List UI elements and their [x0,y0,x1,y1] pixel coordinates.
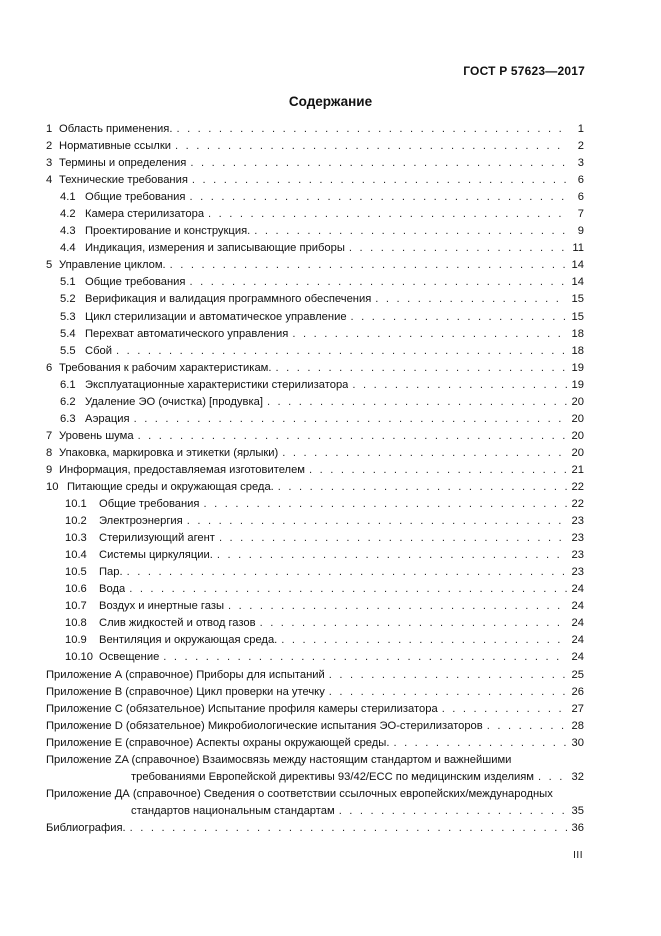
page-title: Содержание [288,94,373,109]
toc-entry-text: Питающие среды и окружающая среда. [67,480,274,493]
toc-entry [46,530,584,547]
toc-page-number: 23 [571,566,584,579]
dot-leader [187,513,567,530]
toc-entry-number: 6.2 [60,395,76,408]
toc-page-number: 22 [571,480,584,493]
toc-entry [46,326,584,343]
dot-leader [329,684,567,701]
toc-entry-text: Приложение D (обязательное) Микробиологические испытания ЭО-стерилизаторов [46,719,483,732]
dot-leader [127,564,567,581]
toc-entry-text: Освещение [99,651,160,664]
dot-leader [281,632,567,649]
toc-page-number: 2 [577,140,584,153]
toc-entry-number: 3 [46,157,53,170]
toc-entry-text: Общие требования [99,498,200,511]
toc-entry-number: 5.4 [60,327,76,340]
dot-leader [442,701,567,718]
toc-entry-number: 10 [46,480,59,493]
dot-leader [375,291,567,308]
toc-page-number: 14 [571,259,584,272]
toc-page-number: 27 [571,702,584,715]
toc-entry-number: 10.5 [65,566,87,579]
toc-entry-text: Нормативные ссылки [59,140,171,153]
toc-page-number: 23 [571,532,584,545]
toc-entry-number: 5.1 [60,276,76,289]
dot-leader [175,138,567,155]
toc-entry-text-continued: стандартов национальным стандартам [131,804,335,817]
toc-page-number: 3 [577,157,584,170]
toc-page-number: 9 [577,225,584,238]
toc-entry [46,820,584,837]
toc-entry [46,667,584,684]
toc-page-number: 25 [571,668,584,681]
toc-entry [46,598,584,615]
toc-page-number: 28 [571,719,584,732]
toc-entry-text: Проектирование и конструкция. [85,225,251,238]
toc-entry [46,615,584,632]
toc-entry-number: 5.2 [60,293,76,306]
toc-entry-number: 10.6 [65,583,87,596]
toc-entry-text: Технические требования [59,174,188,187]
toc-page-number: 6 [577,191,584,204]
toc-entry-number: 5.5 [60,344,76,357]
dot-leader [217,547,567,564]
toc-entry [46,309,584,326]
toc-page-number: 35 [571,804,584,817]
toc-page-number: 22 [571,498,584,511]
dot-leader [393,735,567,752]
toc-entry-text: Электроэнергия [99,515,183,528]
document-code: ГОСТ Р 57623—2017 [463,64,585,78]
toc-entry [46,172,584,189]
toc-entry-text: Приложение С (обязательное) Испытание профиля камеры стерилизатора [46,702,438,715]
toc-entry [46,649,584,666]
dot-leader [228,598,567,615]
toc-entry-text: Слив жидкостей и отвод газов [99,617,256,630]
dot-leader [260,615,567,632]
toc-entry-text-continued: требованиями Европейской директивы 93/42/ЕСС по медицинским изделиям [131,770,535,783]
toc-entry-text: Уровень шума [59,429,134,442]
toc-entry-text: Удаление ЭО (очистка) [продувка] [85,395,263,408]
toc-entry-number: 1 [46,123,53,135]
dot-leader [129,581,567,598]
toc-entry [46,155,584,172]
toc-entry [46,223,584,240]
toc-entry [46,462,584,479]
toc-entry-text: Эксплуатационные характеристики стерилизатора [85,378,349,391]
dot-leader [170,257,567,274]
toc-page-number: 24 [571,651,584,664]
toc-entry-number: 6 [46,361,53,374]
dot-leader [349,240,567,257]
toc-entry [46,547,584,564]
toc-entry-number: 10.8 [65,617,87,630]
table-of-contents [46,121,584,837]
dot-leader [329,667,567,684]
toc-entry [46,581,584,598]
toc-entry-number: 10.1 [65,498,87,511]
dot-leader [339,803,567,820]
dot-leader [130,820,567,837]
toc-entry [46,240,584,257]
dot-leader [278,479,567,496]
toc-entry-number: 8 [46,446,53,459]
toc-entry-text: Информация, предоставляемая изготовителем [59,463,305,476]
toc-entry-text: Термины и определения [59,157,187,170]
toc-entry-text: Общие требования [85,191,186,204]
toc-entry-text: Управление циклом. [59,259,166,272]
toc-entry [46,257,584,274]
toc-entry [46,121,584,138]
page-number: III [573,850,583,861]
toc-entry-text: Системы циркуляции. [99,549,213,562]
toc-entry-number: 4.3 [60,225,76,238]
toc-entry-number: 10.7 [65,600,87,613]
toc-page-number: 24 [571,634,584,647]
toc-page-number: 30 [571,736,584,749]
toc-page-number: 24 [571,617,584,630]
dot-leader [190,155,567,172]
toc-page-number: 24 [571,583,584,596]
toc-page-number: 20 [571,446,584,459]
toc-entry-number: 4 [46,174,53,187]
dot-leader [352,377,567,394]
toc-page-number: 26 [571,685,584,698]
toc-page-number: 23 [571,549,584,562]
toc-entry-text: Цикл стерилизации и автоматическое управление [85,310,347,323]
toc-entry-text: Приложение А (справочное) Приборы для испытаний [46,668,325,681]
toc-entry-text: Перехват автоматического управления [85,327,289,340]
toc-entry-text: Аэрация [85,412,130,425]
dot-leader [138,428,567,445]
toc-entry-text: Индикация, измерения и записывающие приборы [85,242,345,255]
toc-entry [46,394,584,411]
toc-entry-text: Приложение ZA (справочное) Взаимосвязь между настоящим стандартом и важнейшими [46,753,512,766]
toc-entry-number: 2 [46,140,53,153]
toc-page-number: 18 [571,344,584,357]
toc-entry-number: 10.3 [65,532,87,545]
dot-leader [204,496,568,513]
toc-entry [46,718,584,735]
toc-entry-text: Приложение ДА (справочное) Сведения о соответствии ссылочных европейских/международных [46,787,553,800]
toc-entry-text: Общие требования [85,276,186,289]
toc-page-number: 15 [571,293,584,306]
toc-entry [46,496,584,513]
toc-page-number: 19 [571,378,584,391]
toc-page-number: 11 [572,242,584,255]
toc-entry-text: Вода [99,583,126,596]
toc-entry-number: 4.4 [60,242,76,255]
toc-entry [46,786,584,820]
toc-page-number: 15 [571,310,584,323]
toc-page-number: 6 [577,174,584,187]
toc-entry [46,189,584,206]
toc-entry [46,206,584,223]
toc-entry-text: Верификация и валидация программного обеспечения [85,293,372,306]
toc-page-number: 24 [571,600,584,613]
dot-leader [190,274,568,291]
toc-entry-number: 10.4 [65,549,87,562]
dot-leader [192,172,567,189]
dot-leader [116,343,567,360]
dot-leader [163,649,567,666]
toc-page-number: 1 [577,123,584,135]
toc-page-number: 7 [577,208,584,221]
toc-entry [46,632,584,649]
dot-leader [282,445,567,462]
toc-page-number: 19 [571,361,584,374]
dot-leader [292,326,567,343]
toc-entry [46,479,584,496]
toc-entry-number: 7 [46,429,53,442]
toc-page-number: 14 [571,276,584,289]
toc-entry [46,360,584,377]
dot-leader [538,769,567,786]
toc-entry-number: 10.10 [65,651,93,664]
dot-leader [176,121,567,138]
toc-entry-text: Приложение Е (справочное) Аспекты охраны окружающей среды. [46,736,390,749]
toc-entry-text: Воздух и инертные газы [99,600,225,613]
toc-entry-text: Стерилизующий агент [99,532,215,545]
toc-page-number: 18 [571,327,584,340]
dot-leader [208,206,567,223]
toc-entry [46,343,584,360]
toc-entry-text: Вентиляция и окружающая среда. [99,634,278,647]
toc-entry [46,752,584,786]
toc-entry-text: Область применения. [59,123,173,135]
toc-page-number: 36 [571,821,584,834]
toc-entry-text: Сбой [85,344,112,357]
toc-entry [46,377,584,394]
toc-entry-text: Пар. [99,566,123,579]
toc-entry-text: Требования к рабочим характеристикам. [59,361,272,374]
toc-entry [46,701,584,718]
toc-page-number: 23 [571,515,584,528]
toc-entry [46,684,584,701]
toc-page-number: 20 [571,412,584,425]
dot-leader [275,360,567,377]
toc-entry-number: 5.3 [60,310,76,323]
dot-leader [219,530,567,547]
toc-entry [46,138,584,155]
toc-entry-number: 10.9 [65,634,87,647]
toc-entry-number: 4.2 [60,208,76,221]
toc-entry-number: 4.1 [60,191,76,204]
toc-entry [46,411,584,428]
toc-entry-text: Камера стерилизатора [85,208,205,221]
toc-entry-text: Библиография. [46,821,126,834]
dot-leader [254,223,567,240]
toc-entry-number: 6.1 [60,378,76,391]
toc-entry [46,513,584,530]
toc-page-number: 20 [571,395,584,408]
toc-entry-number: 9 [46,463,53,476]
dot-leader [351,309,567,326]
dot-leader [267,394,567,411]
toc-entry [46,445,584,462]
toc-entry-number: 6.3 [60,412,76,425]
dot-leader [134,411,567,428]
toc-entry-number: 5 [46,259,53,272]
dot-leader [309,462,567,479]
toc-page-number: 32 [571,770,584,783]
toc-entry [46,428,584,445]
dot-leader [190,189,568,206]
toc-entry [46,291,584,308]
toc-entry [46,735,584,752]
toc-entry [46,274,584,291]
toc-entry-text: Приложение В (справочное) Цикл проверки на утечку [46,685,325,698]
toc-page-number: 20 [571,429,584,442]
toc-entry-text: Упаковка, маркировка и этикетки (ярлыки) [59,446,279,459]
toc-entry [46,564,584,581]
toc-page-number: 21 [571,463,584,476]
toc-entry-number: 10.2 [65,515,87,528]
dot-leader [487,718,567,735]
